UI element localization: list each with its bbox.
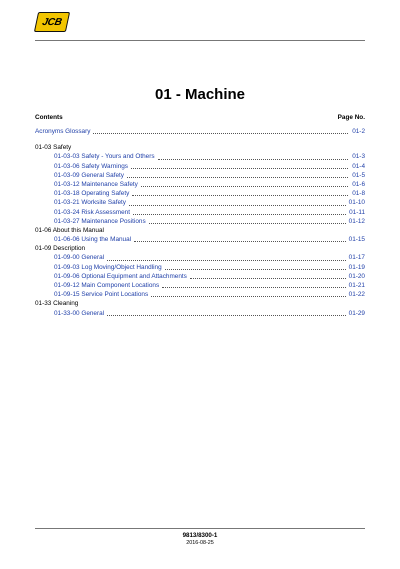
leader-dots: [107, 309, 346, 316]
toc-entry-page: 01-19: [348, 263, 365, 271]
toc-entry-page: 01-3: [352, 153, 365, 161]
toc-entry-page: 01-22: [348, 291, 365, 299]
toc-entry-label: 01-03-03 Safety - Yours and Others: [54, 153, 155, 161]
toc-entry[interactable]: [35, 217, 365, 226]
toc-entry-page: 01-10: [348, 199, 365, 207]
leader-dots: [158, 153, 348, 160]
header-divider: [35, 40, 365, 41]
table-of-contents: [35, 127, 365, 318]
toc-entry-page: 01-4: [352, 162, 365, 170]
leader-dots: [133, 208, 346, 215]
leader-dots: [151, 290, 346, 297]
toc-entry[interactable]: [35, 189, 365, 198]
toc-entry-page: 01-5: [352, 171, 365, 179]
toc-entry-page: 01-8: [352, 190, 365, 198]
toc-entry[interactable]: [35, 309, 365, 318]
toc-entry[interactable]: [35, 263, 365, 272]
toc-entry[interactable]: [35, 162, 365, 171]
toc-entry[interactable]: [35, 272, 365, 281]
toc-entry-page: 01-29: [348, 309, 365, 317]
leader-dots: [165, 263, 346, 270]
toc-entry-label: 01-09-03 Log Moving/Object Handling: [54, 263, 162, 271]
footer-divider: [35, 528, 365, 529]
toc-section-heading: 01-03 Safety: [35, 144, 72, 152]
document-number: 9813/8300-1: [182, 532, 218, 539]
toc-entry[interactable]: [35, 180, 365, 189]
toc-entry-label: 01-09-00 General: [54, 254, 105, 262]
leader-dots: [190, 272, 346, 279]
logo-text: JCB: [41, 16, 63, 28]
leader-dots: [107, 254, 346, 261]
toc-entry-page: 01-2: [352, 128, 365, 135]
page-title: 01 - Machine: [154, 86, 246, 103]
toc-entry-label: 01-09-12 Main Component Locations: [54, 282, 160, 289]
toc-entry[interactable]: [35, 290, 365, 299]
toc-entry-label: 01-03-27 Maintenance Positions: [54, 217, 146, 225]
toc-entry-label: Acronyms Glossary: [35, 128, 91, 135]
toc-entry-page: 01-12: [348, 217, 365, 225]
toc-entry-label: 01-33-00 General: [54, 309, 105, 317]
page-no-label: Page No.: [337, 114, 365, 121]
jcb-logo: [34, 12, 70, 32]
toc-entry[interactable]: [35, 253, 365, 262]
toc-section-heading: 01-09 Description: [35, 245, 86, 253]
toc-entry[interactable]: [35, 235, 365, 244]
toc-section-heading: 01-06 About this Manual: [35, 226, 104, 234]
toc-entry-page: 01-21: [348, 282, 365, 289]
toc-entry-page: 01-11: [349, 208, 365, 216]
toc-entry-page: 01-15: [348, 236, 365, 244]
leader-dots: [162, 281, 345, 288]
toc-entry-page: 01-6: [352, 180, 365, 188]
toc-entry-label: 01-03-18 Operating Safety: [54, 190, 130, 198]
toc-entry-label: 01-03-09 General Safety: [54, 171, 124, 179]
leader-dots: [134, 235, 346, 242]
toc-entry-label: 01-06-06 Using the Manual: [54, 236, 132, 244]
toc-entry-page: 01-17: [348, 254, 365, 262]
contents-label: Contents: [35, 114, 63, 121]
leader-dots: [141, 180, 348, 187]
toc-entry-label: 01-09-15 Service Point Locations: [54, 291, 149, 299]
document-date: 2016-08-25: [186, 540, 214, 546]
leader-dots: [93, 127, 348, 134]
toc-entry[interactable]: [35, 152, 365, 161]
toc-entry[interactable]: [35, 208, 365, 217]
toc-entry-label: 01-03-21 Worksite Safety: [54, 199, 126, 207]
toc-section-heading: 01-33 Cleaning: [35, 300, 79, 308]
toc-entry-page: 01-20: [348, 272, 365, 280]
toc-entry-label: 01-03-12 Maintenance Safety: [54, 180, 138, 188]
toc-entry[interactable]: [35, 281, 365, 290]
toc-entry[interactable]: [35, 198, 365, 207]
toc-entry[interactable]: [35, 171, 365, 180]
toc-entry-acronyms[interactable]: [35, 127, 365, 136]
toc-entry-label: 01-03-06 Safety Warnings: [54, 162, 129, 170]
leader-dots: [132, 189, 348, 196]
leader-dots: [131, 162, 348, 169]
toc-entry-label: 01-09-06 Optional Equipment and Attachments: [54, 272, 187, 280]
leader-dots: [149, 217, 346, 224]
leader-dots: [127, 171, 348, 178]
leader-dots: [129, 199, 346, 206]
toc-entry-label: 01-03-24 Risk Assessment: [54, 208, 131, 216]
contents-header: [35, 114, 365, 121]
